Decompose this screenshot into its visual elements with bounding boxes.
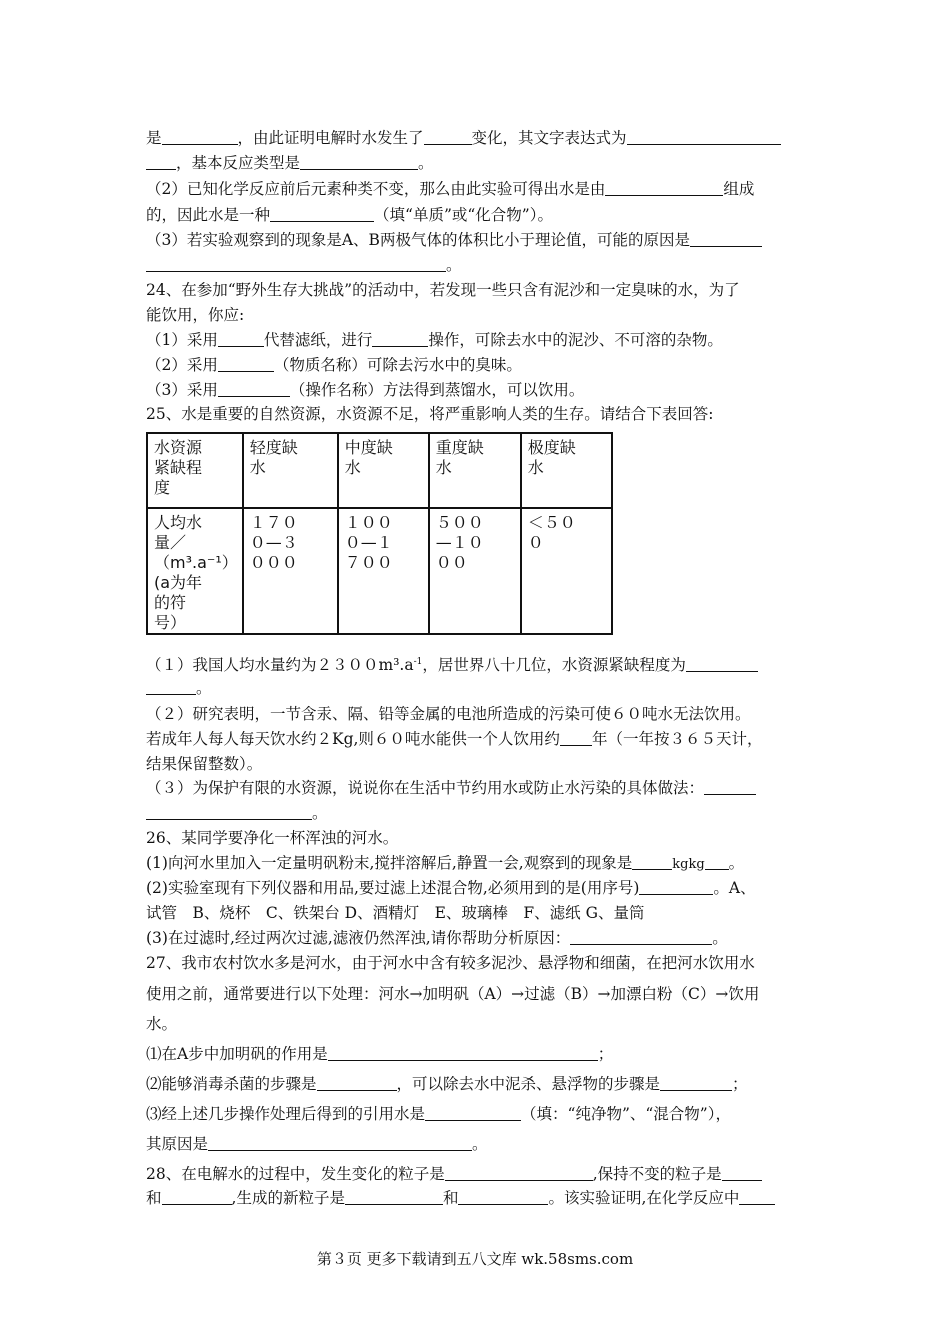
q25-s3-line-1: （３）为保护有限的水资源，说说你在生活中节约用水或防止水污染的具体做法：: [146, 778, 756, 798]
table-header-row: [147, 433, 612, 508]
blank[interactable]: [722, 1166, 762, 1181]
q25-s2-line-2: 若成年人每人每天饮水约２Kg,则６０吨水能供一个人饮用约 年（一年按３６５天计，: [146, 730, 763, 748]
blank[interactable]: [146, 257, 446, 272]
q26-line-5: (3)在过滤时,经过两次过滤,滤液仍然浑浊,请你帮助分析原因： 。: [146, 929, 728, 947]
q27-line-3: 水。: [146, 1015, 178, 1033]
q26-line-4: 试管 B、烧杯 C、铁架台 D、酒精灯 E、玻璃棒 F、滤纸 G、量筒: [146, 904, 645, 922]
q28-line-1: 28、在电解水的过程中，发生变化的粒子是 ,保持不变的粒子是: [146, 1164, 762, 1184]
q24-line-5: （3）采用 （操作名称）方法得到蒸馏水，可以饮用。: [146, 381, 585, 399]
blank[interactable]: [632, 855, 672, 870]
table-cell: １００ ０—１ ７００: [338, 508, 429, 634]
blank[interactable]: [372, 332, 428, 347]
water-resource-table: [146, 432, 613, 635]
q25-s3-line-2: 。: [146, 803, 328, 823]
blank[interactable]: [705, 855, 729, 870]
q23-line-3: （2）已知化学反应前后元素种类不变，那么由此实验可得出水是由 组成: [146, 180, 755, 198]
blank[interactable]: [146, 805, 312, 820]
q25-s2-line-1: （２）研究表明，一节含汞、隔、铅等金属的电池所造成的污染可使６０吨水无法饮用。: [146, 705, 751, 723]
blank[interactable]: [639, 880, 713, 895]
blank[interactable]: [425, 1106, 521, 1121]
page-footer: 第３页 更多下载请到五八文库 wk.58sms.com: [316, 1250, 634, 1268]
blank[interactable]: [270, 207, 374, 222]
q23-line-1: 是 ，由此证明电解时水发生了 变化，其文字表达式为: [146, 128, 781, 148]
table-cell: １７０ ０—３ ０００: [243, 508, 338, 634]
q27-line-1: 27、我市农村饮水多是河水，由于河水中含有较多泥沙、悬浮物和细菌，在把河水饮用水: [146, 954, 755, 972]
q24-line-4: （2）采用 （物质名称）可除去污水中的臭味。: [146, 356, 522, 374]
blank[interactable]: [690, 232, 762, 247]
table-row: [147, 508, 612, 634]
table-cell: ５００ —１０ ００: [429, 508, 521, 634]
q27-line-6: ⑶经上述几步操作处理后得到的引用水是 （填：“纯净物”、“混合物”），: [146, 1105, 731, 1123]
q27-line-5: ⑵能够消毒杀菌的步骤是 ，可以除去水中泥杀、悬浮物的步骤是 ；: [146, 1075, 748, 1093]
blank[interactable]: [660, 1076, 732, 1091]
blank[interactable]: [424, 130, 472, 145]
q25-s1-line-2: 。: [146, 678, 212, 698]
q24-line-3: （1）采用 代替滤纸，进行 操作，可除去水中的泥沙、不可溶的杂物。: [146, 331, 723, 349]
q24-line-1: 24、在参加“野外生存大挑战”的活动中，若发现一些只含有泥沙和一定臭味的水，为了: [146, 281, 740, 299]
blank[interactable]: [605, 181, 723, 196]
q23-line-5: （3）若实验观察到的现象是A、B两极气体的体积比小于理论值，可能的原因是: [146, 230, 762, 250]
blank[interactable]: [328, 1046, 598, 1061]
blank[interactable]: [560, 731, 592, 746]
q23-line-4: 的，因此水是一种 （填“单质”或“化合物”）。: [146, 206, 553, 224]
q27-line-2: 使用之前，通常要进行以下处理：河水→加明矾（A）→过滤（B）→加漂白粉（C）→饮用: [146, 985, 760, 1003]
blank[interactable]: [162, 130, 238, 145]
blank[interactable]: [686, 657, 758, 672]
blank[interactable]: [218, 357, 274, 372]
table-header-cell: 水资源 紧缺程 度: [147, 433, 243, 508]
blank[interactable]: [218, 332, 264, 347]
table-header-cell: 重度缺 水: [429, 433, 521, 508]
table-header-cell: 轻度缺 水: [243, 433, 338, 508]
q23-line-2: ，基本反应类型是 。: [146, 153, 434, 173]
blank[interactable]: [162, 1190, 232, 1205]
table-header-cell: 极度缺 水: [521, 433, 612, 508]
blank[interactable]: [458, 1190, 548, 1205]
table-header-cell: 中度缺 水: [338, 433, 429, 508]
q26-line-2: (1)向河水里加入一定量明矾粉末,搅拌溶解后,静置一会,观察到的现象是 kgkg 。: [146, 854, 745, 872]
q23-line-6: 。: [146, 255, 462, 275]
q26-line-3: (2)实验室现有下列仪器和用品,要过滤上述混合物,必须用到的是(用序号) 。A、: [146, 879, 756, 897]
blank[interactable]: [570, 930, 712, 945]
q26-line-1: 26、某同学要净化一杯浑浊的河水。: [146, 829, 399, 847]
q25-s1-line-1: （１）我国人均水量约为$2300m^3.a^{-1}$，居世界八十几位，水资源紧缺程度为: [146, 652, 758, 675]
table-row-label: 人均水 量／ （m³.a⁻¹） (a为年 的符 号）: [147, 508, 243, 634]
blank[interactable]: [317, 1076, 397, 1091]
blank[interactable]: [146, 680, 196, 695]
q25-intro: 25、水是重要的自然资源，水资源不足，将严重影响人类的生存。请结合下表回答:: [146, 405, 714, 423]
blank[interactable]: [218, 382, 290, 397]
blank[interactable]: [445, 1166, 593, 1181]
table-cell: ＜５０ ０: [521, 508, 612, 634]
blank[interactable]: [704, 780, 756, 795]
q27-line-7: 其原因是 。: [146, 1135, 488, 1153]
q27-line-4: ⑴在A步中加明矾的作用是 ；: [146, 1045, 614, 1063]
q28-line-2: 和 ,生成的新粒子是 和 。该实验证明,在化学反应中: [146, 1188, 775, 1208]
blank[interactable]: [146, 155, 176, 170]
q25-s2-line-3: 结果保留整数）。: [146, 755, 263, 773]
blank[interactable]: [739, 1190, 775, 1205]
q24-line-2: 能饮用，你应:: [146, 306, 245, 324]
blank[interactable]: [627, 130, 781, 145]
blank[interactable]: [345, 1190, 443, 1205]
blank[interactable]: [300, 155, 418, 170]
blank[interactable]: [208, 1136, 472, 1151]
